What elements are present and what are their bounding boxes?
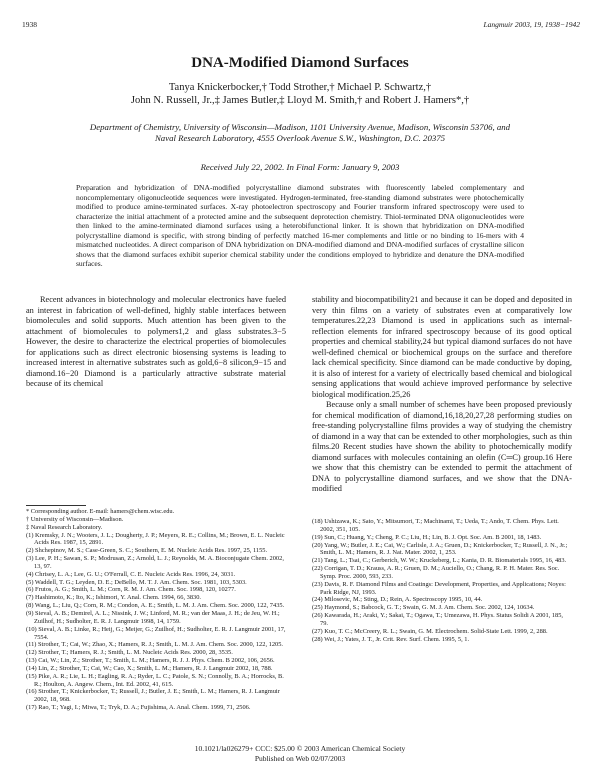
- reference: (9) Sieval, A. B.; Demirel, A. L.; Nissink, J. W.; Linford, M. R.; van der Maas, J. H.; de Jeu, W. H.; Zuilhof, H.; Sudholter, E. R. J. Langmuir 1998, 14, 1759.: [26, 609, 280, 625]
- reference: (24) Milosevic, M.; Sting, D.; Rein, A. Spectroscopy 1995, 10, 44.: [312, 596, 483, 604]
- body-left-column: [26, 295, 286, 390]
- reference: (20) Yang, W.; Butler, J. E.; Cai, W.; Carlisle, J. A.; Gruen, D.; Knickerbocker, T.; Russell, J. N., Jr.; Smith, L. M.; Hamers, R. J. Nat. Mater. 2002, 1, 253.: [312, 541, 568, 557]
- reference: (25) Haymond, S.; Babcock, G. T.; Swain, G. M. J. Am. Chem. Soc. 2002, 124, 10634.: [312, 604, 535, 612]
- body-paragraph: Because only a small number of schemes have been proposed previously for chemical modification of diamond,16,18,20,27,28 performing studies on free-standing polycrystalline films provides a way of studying the chemistry of diamond in a way that can be extended to other morphologies, such as thin films.20 Recent studies have shown the ability to photochemically modify diamond surfaces with molecules containing an olefin (C═C) group.16 Here we show that this chemistry can be extended to permit the attachment of DNA to polycrystalline diamond surfaces, and we show that the DNA-modified: [312, 400, 572, 493]
- reference: (18) Ushizawa, K.; Sato, Y.; Mitsumori, T.; Machinami, T.; Ueda, T.; Ando, T. Chem. Phys. Lett. 2002, 351, 105.: [312, 518, 559, 533]
- author-list: [60, 82, 540, 107]
- reference: (4) Chrisey, L. A.; Lee, G. U.; O'Ferrall, C. E. Nucleic Acids Res. 1996, 24, 3031.: [26, 570, 236, 578]
- reference: (8) Wang, L.; Liu, Q.; Corn, R. M.; Condon, A. E.; Smith, L. M. J. Am. Chem. Soc. 2000, 122, 7435.: [26, 602, 285, 610]
- reference: (16) Strother, T.; Knickerbocker, T.; Russell, J.; Butler, J. E.; Smith, L. M.; Hamers, R. J. Langmuir 2002, 18, 968.: [26, 688, 280, 704]
- reference: (26) Kawarada, H.; Araki, Y.; Sakai, T.; Ogawa, T.; Umezawa, H. Phys. Status Solidi A 2001, 185, 79.: [312, 612, 564, 627]
- doi-footer: 10.1021/la026279+ CCC: $25.00 © 2003 American Chemical Society: [194, 744, 406, 753]
- reference: (13) Cai, W.; Lin, Z.; Strother, T.; Smith, L. M.; Hamers, R. J. J. Phys. Chem. B 2002, 106, 2656.: [26, 657, 275, 665]
- reference: (27) Kuo, T. C.; McCreery, R. L.; Swain, G. M. Electrochem. Solid-State Lett. 1999, 2, 288.: [312, 627, 548, 635]
- received-dates: Received July 22, 2002. In Final Form: January 9, 2003: [200, 162, 400, 172]
- reference: (28) Wei, J.; Yates, J. T., Jr. Crit. Rev. Surf. Chem. 1995, 5, 1.: [312, 635, 470, 643]
- reference: (23) Davis, R. F. Diamond Films and Coatings: Development, Properties, and Applications; Noyes: Park Ridge, NJ, 1993.: [312, 580, 566, 596]
- reference: (22) Corrigan, T. D.; Krauss, A. R.; Gruen, D. M.; Auciello, O.; Chang, R. P. H. Mater. Res. Soc. Symp. Proc. 2000, 593, 233.: [312, 565, 560, 580]
- article-title: DNA-Modified Diamond Surfaces: [191, 55, 409, 71]
- author-line-1: Tanya Knickerbocker,† Todd Strother,† Michael P. Schwartz,†: [168, 82, 432, 93]
- reference: (21) Tang, L.; Tsai, C.; Gerberich, W. W.; Kruckeberg, L.; Kania, D. R. Biomaterials 1995, 16, 483.: [312, 557, 567, 565]
- reference: (11) Strother, T.; Cai, W.; Zhao, X.; Hamers, R. J.; Smith, L. M. J. Am. Chem. Soc. 2000, 122, 1205.: [26, 641, 284, 649]
- reference: (2) Shchepinov, M. S.; Case-Green, S. C.; Southern, E. M. Nucleic Acids Res. 1997, 25, 1155.: [26, 547, 268, 555]
- reference: (3) Lee, P. H.; Sawan, S. P.; Modrusan, Z.; Arnold, L. J.; Reynolds, M. A. Bioconjugate Chem. 2002, 13, 97.: [26, 555, 284, 570]
- footnote: ‡ Naval Research Laboratory.: [26, 523, 103, 531]
- body-paragraph: Recent advances in biotechnology and molecular electronics have fueled an interest in fabrication of well-defined, highly stable interfaces between biomolecules and solid supports. Much attention has been given to the attachment of biomolecules to polymers1,2 and glass substrates.3−5 However, the desire to characterize the electrical properties of biomolecules for applications such as direct electronic biosensing systems is leading to increased interest in alternative substrates such as gold,6−8 silicon,9−15 and diamond.16−20 Diamond is a particularly attractive substrate material because of its chemical: [26, 295, 286, 388]
- reference: (1) Kremsky, J. N.; Wooters, J. L.; Dougherty, J. P.; Meyers, R. E.; Collins, M.; Brown, E. L. Nucleic Acids Res. 1987, 15, 2891.: [26, 531, 285, 547]
- page-number: 1938: [22, 20, 37, 29]
- abstract: Preparation and hybridization of DNA-modified polycrystalline diamond substrates with fluorescently labeled complementary and noncomplementary oligonucleotide sequences were investigated. Hydrogen-terminated, free-standing diamond substrates were photochemically modified to produce amine-terminated surfaces. X-ray photoelectron spectroscopy and Fourier transform infrared spectroscopy were used to characterize the initial attachment of a protected amine and the subsequent deprotection chemistry. Thiol-terminated DNA oligonucleotides were then linked to the amine-terminated diamond surfaces using a heterobifunctional linker. It is shown that hybridization on DNA-modified polycrystalline diamond is specific, with strong binding of perfectly matched 16-mer complements and little or no binding to 16-mers with 4 mismatched nucleotides. A direct comparison of DNA hybridization on DNA-modified diamond and DNA-modified surfaces of crystalline silicon shows that the diamond surfaces exhibit superior chemical stability under the conditions employed to hybridize and denature the DNA-modified surfaces.: [76, 183, 524, 268]
- footnote-divider: [26, 505, 86, 506]
- reference: (7) Hashimoto, K.; Ito, K.; Ishimori, Y. Anal. Chem. 1994, 66, 3830.: [26, 594, 202, 602]
- body-paragraph: stability and biocompatibility21 and because it can be doped and deposited in very thin films on a variety of substrates even at comparatively low temperatures.22,23 Diamond is used in applications such as internal-reflection elements for infrared spectroscopy because of its good optical properties and chemical stability,24 but typical diamond surfaces do not have well-defined chemical or biochemical groups on the surface and therefore lack chemical specificity. Since diamond can be made conductive by doping, it is also of interest for a variety of electrically based chemical and biological sensing applications that would achieve improved performance by selective biological modification.25,26: [312, 295, 572, 399]
- reference: (6) Frutos, A. G.; Smith, L. M.; Corn, R. M. J. Am. Chem. Soc. 1998, 120, 10277.: [26, 586, 236, 594]
- reference: (19) Sun, C.; Huang, Y.; Cheng, P. C.; Liu, H.; Lin, B. J. Opt. Soc. Am. B 2001, 18, 1483.: [312, 533, 542, 541]
- reference: (14) Lin, Z.; Strother, T.; Cai, W.; Cao, X.; Smith, L. M.; Hamers, R. J. Langmuir 2002, 18, 788.: [26, 664, 273, 672]
- reference: (15) Pike, A. R.; Lie, L. H.; Eagling, R. A.; Ryder, L. C.; Patole, S. N.; Connolly, B. A.; Horrocks, B. R.; Houlton, A. Angew. Chem., Int. Ed. 2002, 41, 615.: [26, 672, 284, 688]
- references-right: [312, 518, 572, 644]
- footnote: † University of Wisconsin—Madison.: [26, 515, 124, 523]
- body-right-column: [312, 295, 572, 495]
- author-line-2: John N. Russell, Jr.,‡ James Butler,‡ Lloyd M. Smith,† and Robert J. Hamers*,†: [130, 94, 470, 106]
- footnotes-and-references-left: [26, 508, 286, 712]
- affiliation: Department of Chemistry, University of Wisconsin—Madison, 1101 University Avenue, Madison, Wisconsin 53706, and Naval Research Laboratory, 4555 Overlook Avenue S.W., Washington, D.C. 20375: [89, 122, 511, 143]
- footnote: * Corresponding author. E-mail: hamers@chem.wisc.edu.: [26, 508, 175, 515]
- reference: (17) Rao, T.; Yagi, I.; Miwa, T.; Tryk, D. A.; Fujishima, A. Anal. Chem. 1999, 71, 2506.: [26, 704, 251, 712]
- reference: (5) Waddell, T. G.; Leyden, D. E.; DeBello, M. T. J. Am. Chem. Soc. 1981, 103, 5303.: [26, 578, 247, 586]
- reference: (12) Strother, T.; Hamers, R. J.; Smith, L. M. Nucleic Acids Res. 2000, 28, 3535.: [26, 649, 233, 657]
- published-date: Published on Web 02/07/2003: [254, 754, 346, 763]
- reference: (10) Sieval, A. B.; Linke, R.; Heij, G.; Meijer, G.; Zuilhof, H.; Sudholter, E. R. J. Langmuir 2001, 17, 7554.: [26, 625, 286, 641]
- journal-reference: Langmuir 2003, 19, 1938−1942: [483, 20, 580, 29]
